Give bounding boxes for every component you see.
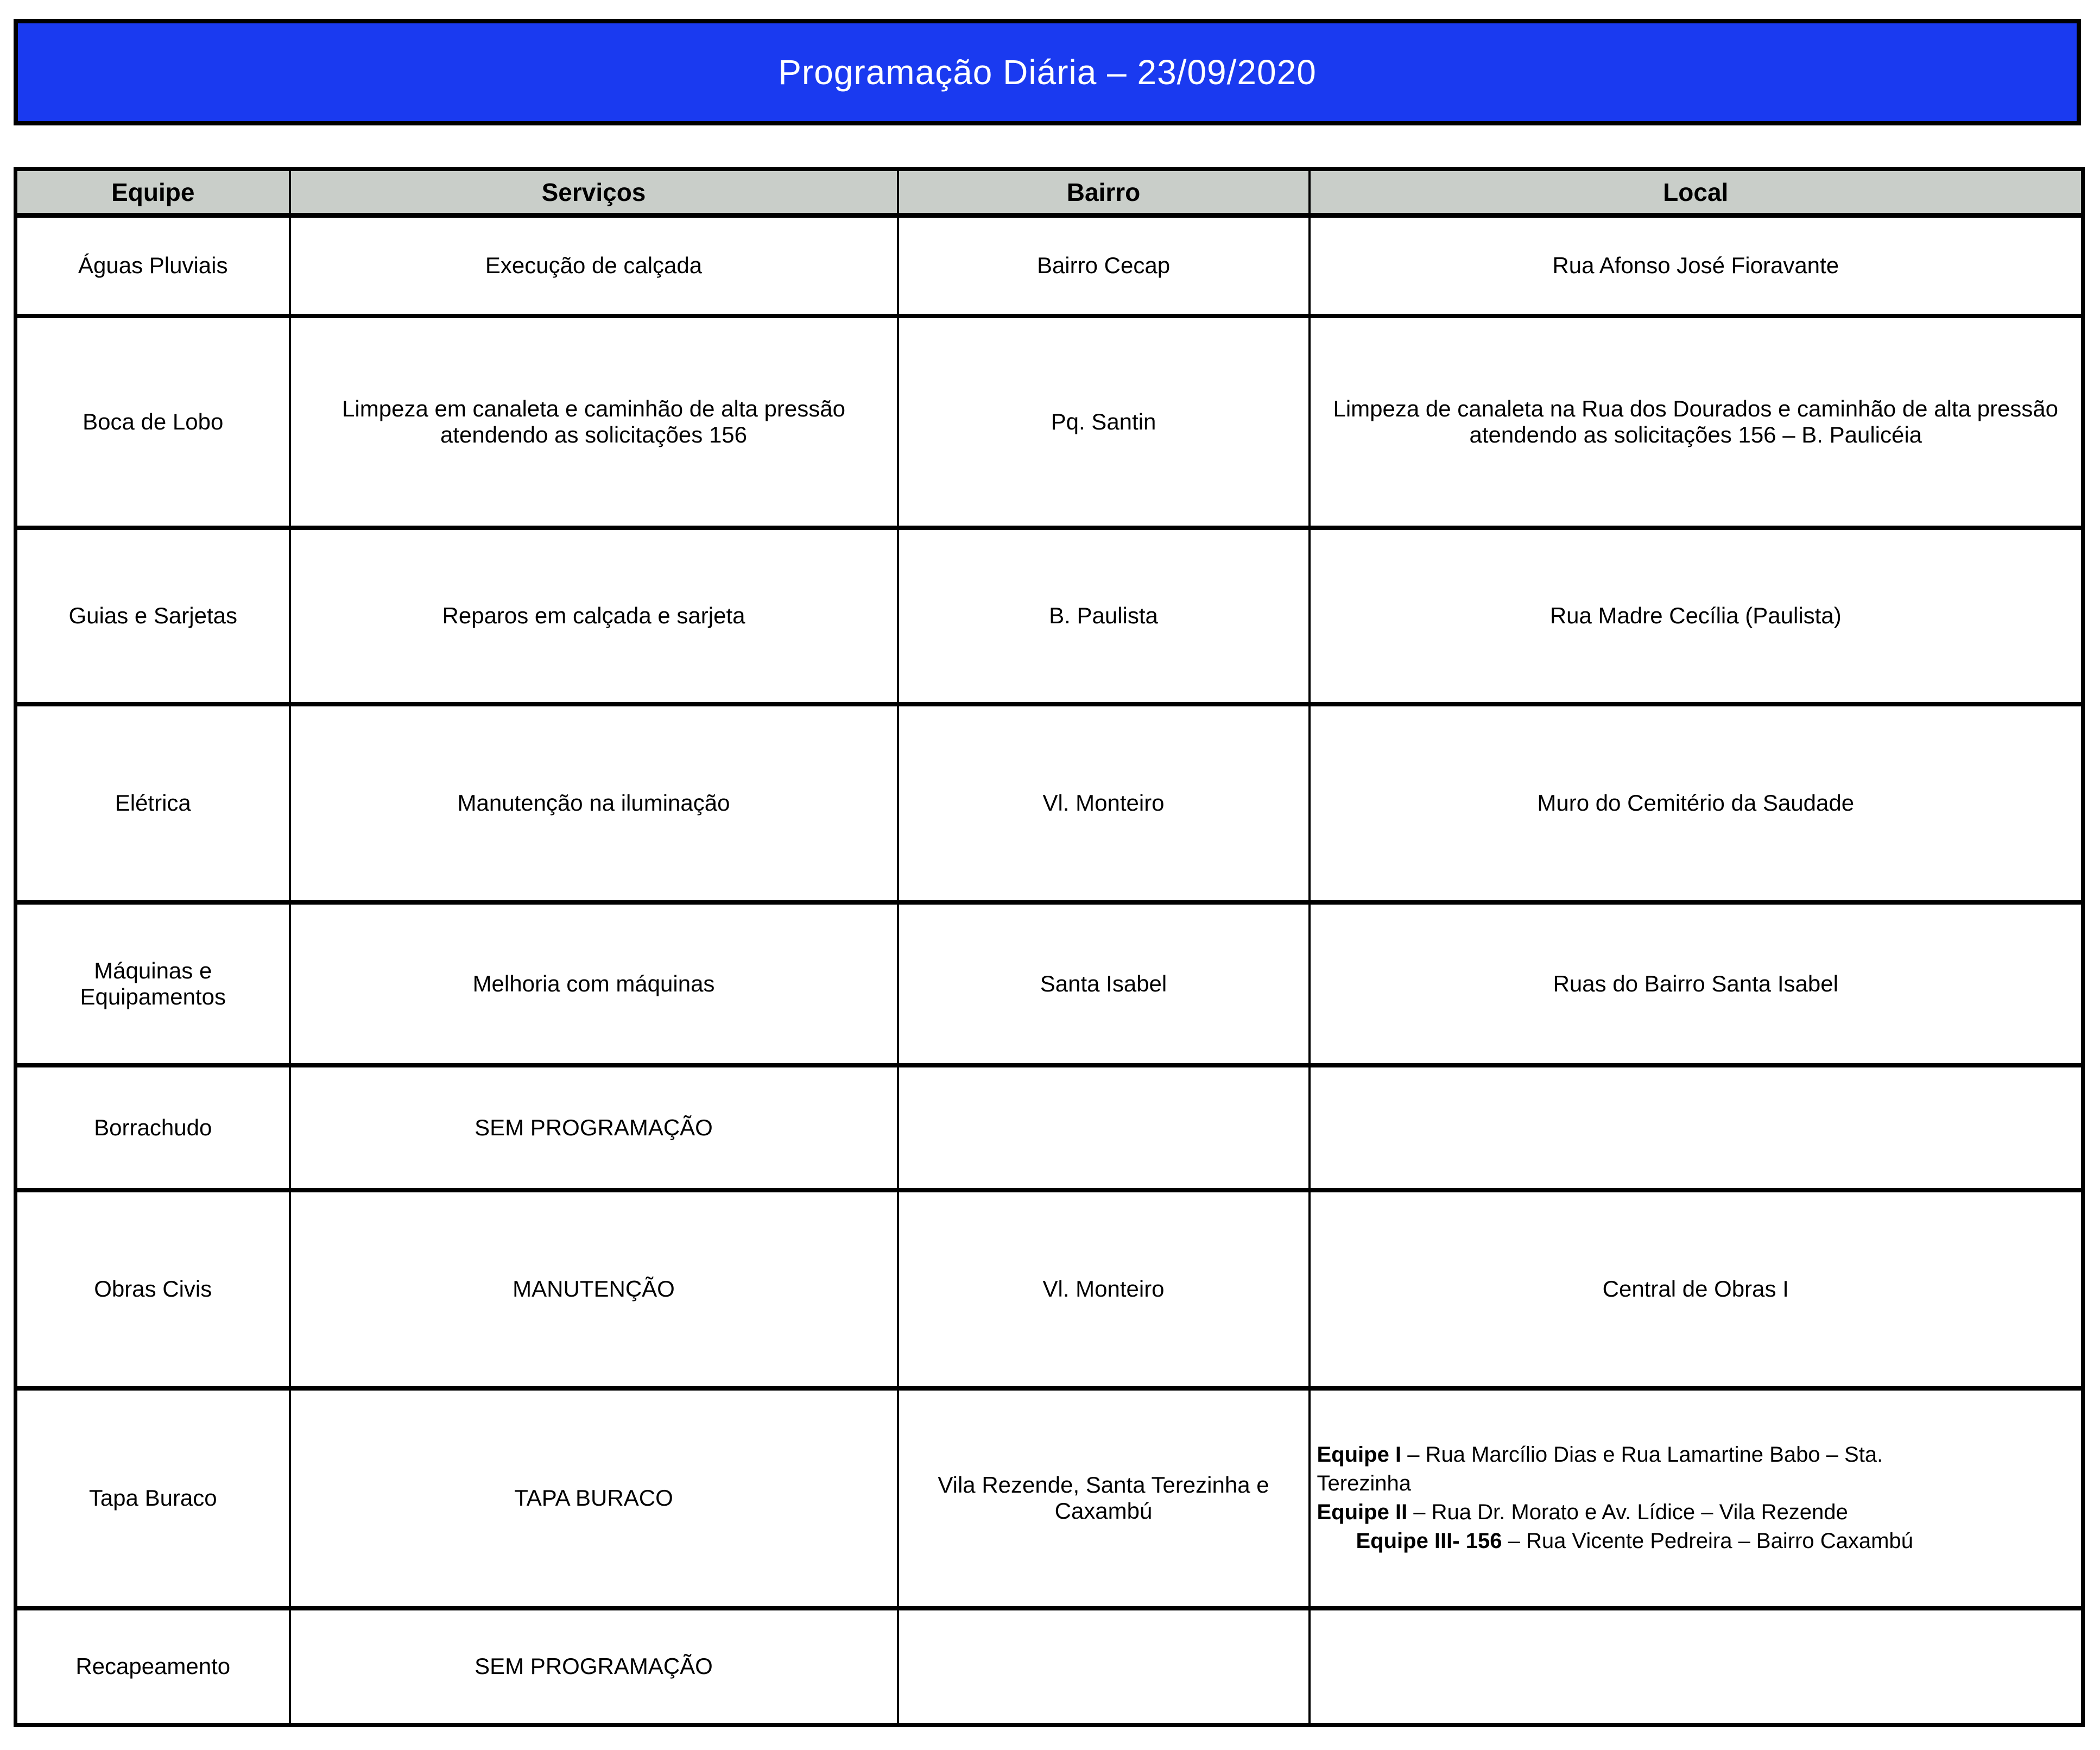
cell-bairro: Vl. Monteiro (898, 1190, 1310, 1388)
cell-servicos: TAPA BURACO (290, 1388, 898, 1608)
cell-servicos: Manutenção na iluminação (290, 704, 898, 902)
cell-bairro: Bairro Cecap (898, 216, 1310, 316)
cell-servicos: Reparos em calçada e sarjeta (290, 528, 898, 704)
table-row (16, 216, 2083, 316)
local-segment: – Rua Marcílio Dias e Rua Lamartine Babo – Sta. (1401, 1443, 1883, 1467)
cell-local: Central de Obras I (1310, 1190, 2083, 1388)
table-row (16, 528, 2083, 704)
title-bar (14, 19, 2081, 125)
column-header-serviços: Serviços (290, 169, 898, 216)
cell-servicos: SEM PROGRAMAÇÃO (290, 1608, 898, 1725)
local-segment-bold: Equipe III- 156 (1356, 1528, 1502, 1553)
local-line (1317, 1527, 2075, 1556)
table-row (16, 1388, 2083, 1608)
cell-bairro (898, 1608, 1310, 1725)
local-line (1317, 1498, 2075, 1527)
table-body (16, 216, 2083, 1725)
cell-equipe: Borrachudo (16, 1065, 290, 1190)
local-segment: Terezinha (1317, 1471, 1411, 1496)
cell-bairro: Santa Isabel (898, 902, 1310, 1065)
column-header-local: Local (1310, 169, 2083, 216)
cell-bairro: B. Paulista (898, 528, 1310, 704)
cell-servicos: Melhoria com máquinas (290, 902, 898, 1065)
cell-equipe: Águas Pluviais (16, 216, 290, 316)
column-header-bairro: Bairro (898, 169, 1310, 216)
local-segment: – Rua Vicente Pedreira – Bairro Caxambú (1502, 1528, 1913, 1553)
cell-equipe: Tapa Buraco (16, 1388, 290, 1608)
column-header-equipe: Equipe (16, 169, 290, 216)
header-row (16, 169, 2083, 216)
cell-bairro: Pq. Santin (898, 316, 1310, 528)
local-line (1317, 1469, 2075, 1498)
cell-local: Rua Madre Cecília (Paulista) (1310, 528, 2083, 704)
cell-servicos: Limpeza em canaleta e caminhão de alta pressão atendendo as solicitações 156 (290, 316, 898, 528)
table-row (16, 704, 2083, 902)
cell-local: Ruas do Bairro Santa Isabel (1310, 902, 2083, 1065)
table-row (16, 316, 2083, 528)
cell-equipe: Boca de Lobo (16, 316, 290, 528)
table-row (16, 1065, 2083, 1190)
table-row (16, 1190, 2083, 1388)
table-header (16, 169, 2083, 216)
cell-local: Rua Afonso José Fioravante (1310, 216, 2083, 316)
table-row (16, 1608, 2083, 1725)
cell-equipe: Elétrica (16, 704, 290, 902)
page-title: Programação Diária – 23/09/2020 (778, 53, 1317, 92)
local-line (1317, 1441, 2075, 1469)
cell-local (1310, 1388, 2083, 1608)
cell-bairro (898, 1065, 1310, 1190)
cell-bairro: Vl. Monteiro (898, 704, 1310, 902)
cell-servicos: SEM PROGRAMAÇÃO (290, 1065, 898, 1190)
cell-bairro: Vila Rezende, Santa Terezinha e Caxambú (898, 1388, 1310, 1608)
cell-equipe: Guias e Sarjetas (16, 528, 290, 704)
local-segment-bold: Equipe II (1317, 1500, 1408, 1524)
cell-local (1310, 1608, 2083, 1725)
cell-servicos: MANUTENÇÃO (290, 1190, 898, 1388)
cell-local (1310, 1065, 2083, 1190)
cell-local: Muro do Cemitério da Saudade (1310, 704, 2083, 902)
cell-equipe: Máquinas e Equipamentos (16, 902, 290, 1065)
local-segment: – Rua Dr. Morato e Av. Lídice – Vila Rezende (1407, 1500, 1848, 1524)
schedule-table (14, 167, 2085, 1727)
table-row (16, 902, 2083, 1065)
local-segment-bold: Equipe I (1317, 1443, 1402, 1467)
cell-equipe: Recapeamento (16, 1608, 290, 1725)
cell-equipe: Obras Civis (16, 1190, 290, 1388)
cell-servicos: Execução de calçada (290, 216, 898, 316)
cell-local: Limpeza de canaleta na Rua dos Dourados e caminhão de alta pressão atendendo as solicitações 156 – B. Paulicéia (1310, 316, 2083, 528)
